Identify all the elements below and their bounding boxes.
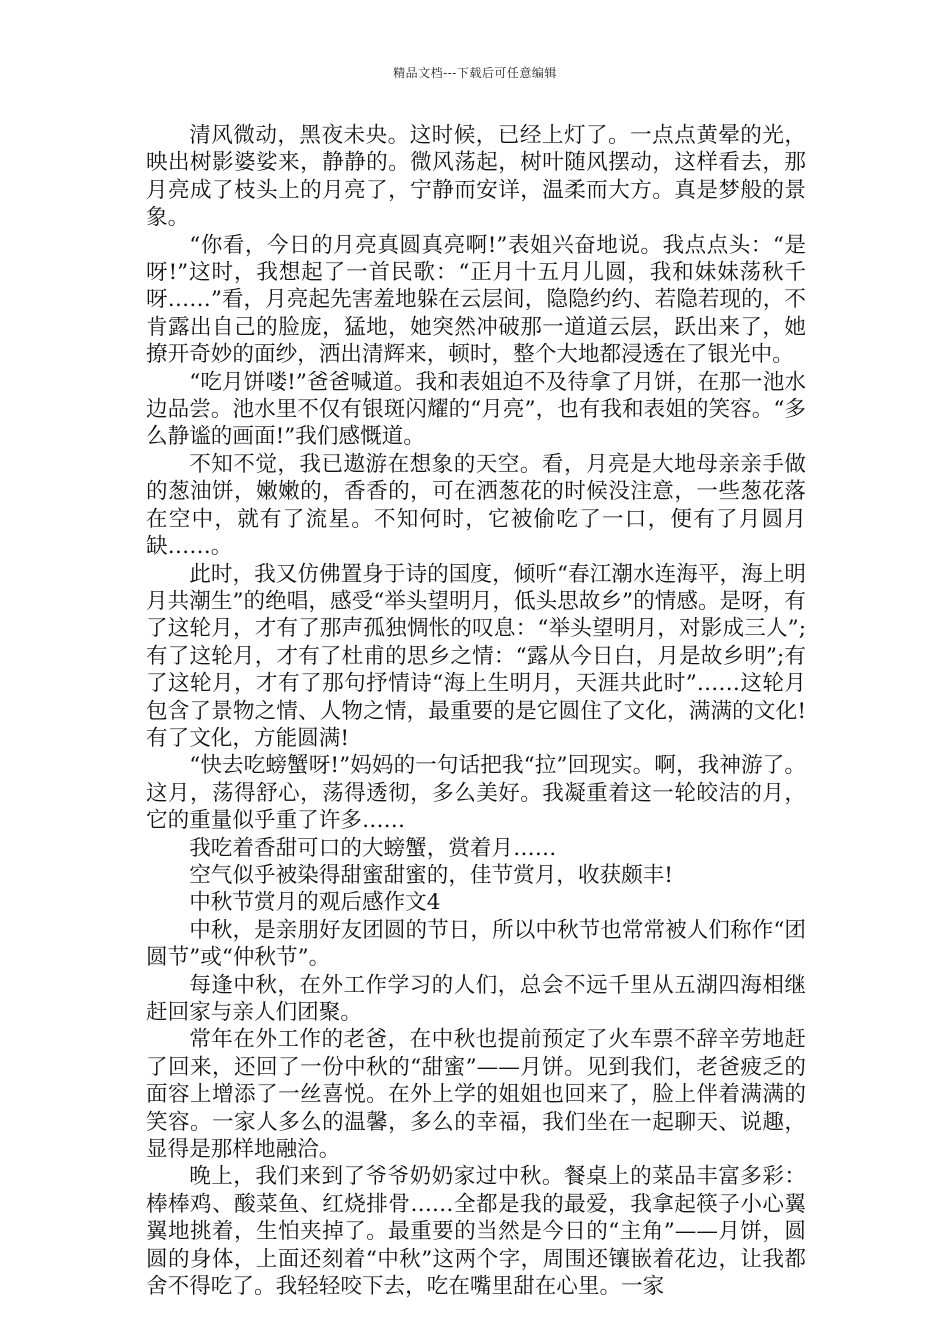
paragraph: 每逢中秋，在外工作学习的人们，总会不远千里从五湖四海相继赶回家与亲人们团聚。 xyxy=(146,972,806,1025)
paragraph: 我吃着香甜可口的大螃蟹，赏着月…… xyxy=(189,835,557,861)
document-body xyxy=(146,122,806,1300)
paragraph: “你看，今日的月亮真圆真亮啊!”表姐兴奋地说。我点点头：“是呀!”这时，我想起了一首民歌：“正月十五月儿圆，我和妹妹荡秋千呀……”看，月亮起先害羞地躲在云层间，隐隐约约、若隐若现的，不肯露出自己的脸庞，猛地，她突然冲破那一道道云层，跃出来了，她撩开奇妙的面纱，洒出清辉来，顿时，整个大地都浸透在了银光中。 xyxy=(146,232,806,368)
section-heading: 中秋节赏月的观后感作文4 xyxy=(189,890,441,916)
paragraph: 清风微动，黑夜未央。这时候，已经上灯了。一点点黄晕的光，映出树影婆娑来，静静的。微风荡起，树叶随风摆动，这样看去，那月亮成了枝头上的月亮了，宁静而安详，温柔而大方。真是梦般的景象。 xyxy=(146,123,806,231)
paragraph: 空气似乎被染得甜蜜甜蜜的，佳节赏月，收获颇丰! xyxy=(189,862,673,888)
paragraph: 中秋，是亲朋好友团圆的节日，所以中秋节也常常被人们称作“团圆节”或“仲秋节”。 xyxy=(146,917,806,971)
paragraph: 常年在外工作的老爸，在中秋也提前预定了火车票不辞辛劳地赶了回来，还回了一份中秋的“甜蜜”——月饼。见到我们，老爸疲乏的面容上增添了一丝喜悦。在外上学的姐姐也回来了，脸上伴着满满的笑容。一家人多么的温馨，多么的幸福，我们坐在一起聊天、说趣，显得是那样地融洽。 xyxy=(146,1027,806,1163)
paragraph: “快去吃螃蟹呀!”妈妈的一句话把我“拉”回现实。啊，我神游了。这月，荡得舒心，荡得透彻，多么美好。我凝重着这一轮皎洁的月，它的重量似乎重了许多…… xyxy=(146,753,806,834)
paragraph: 此时，我又仿佛置身于诗的国度，倾听“春江潮水连海平，海上明月共潮生”的绝唱，感受“举头望明月，低头思故乡”的情感。是呀，有了这轮月，才有了那声孤独惆怅的叹息：“举头望明月，对影成三人”;有了这轮月，才有了杜甫的思乡之情：“露从今日白，月是故乡明”;有了这轮月，才有了那句抒情诗“海上生明月，天涯共此时”……这轮月包含了景物之情、人物之情，最重要的是它圆住了文化，满满的文化!有了文化，方能圆满! xyxy=(146,561,806,751)
paragraph: “吃月饼喽!”爸爸喊道。我和表姐迫不及待拿了月饼，在那一池水边品尝。池水里不仅有银斑闪耀的“月亮”，也有我和表姐的笑容。“多么静谧的画面!”我们感慨道。 xyxy=(146,369,806,450)
paragraph: 晚上，我们来到了爷爷奶奶家过中秋。餐桌上的菜品丰富多彩：棒棒鸡、酸菜鱼、红烧排骨……全都是我的最爱，我拿起筷子小心翼翼地挑着，生怕夹掉了。最重要的当然是今日的“主角”——月饼，圆圆的身体，上面还刻着“中秋”这两个字，周围还镶嵌着花边，让我都舍不得吃了。我轻轻咬下去，吃在嘴里甜在心里。一家 xyxy=(146,1164,806,1300)
page-header: 精品文档---下载后可任意编辑 xyxy=(393,66,557,80)
paragraph: 不知不觉，我已遨游在想象的天空。看，月亮是大地母亲亲手做的葱油饼，嫩嫩的，香香的，可在洒葱花的时候没注意，一些葱花落在空中，就有了流星。不知何时，它被偷吃了一口，便有了月圆月缺……。 xyxy=(146,451,806,560)
